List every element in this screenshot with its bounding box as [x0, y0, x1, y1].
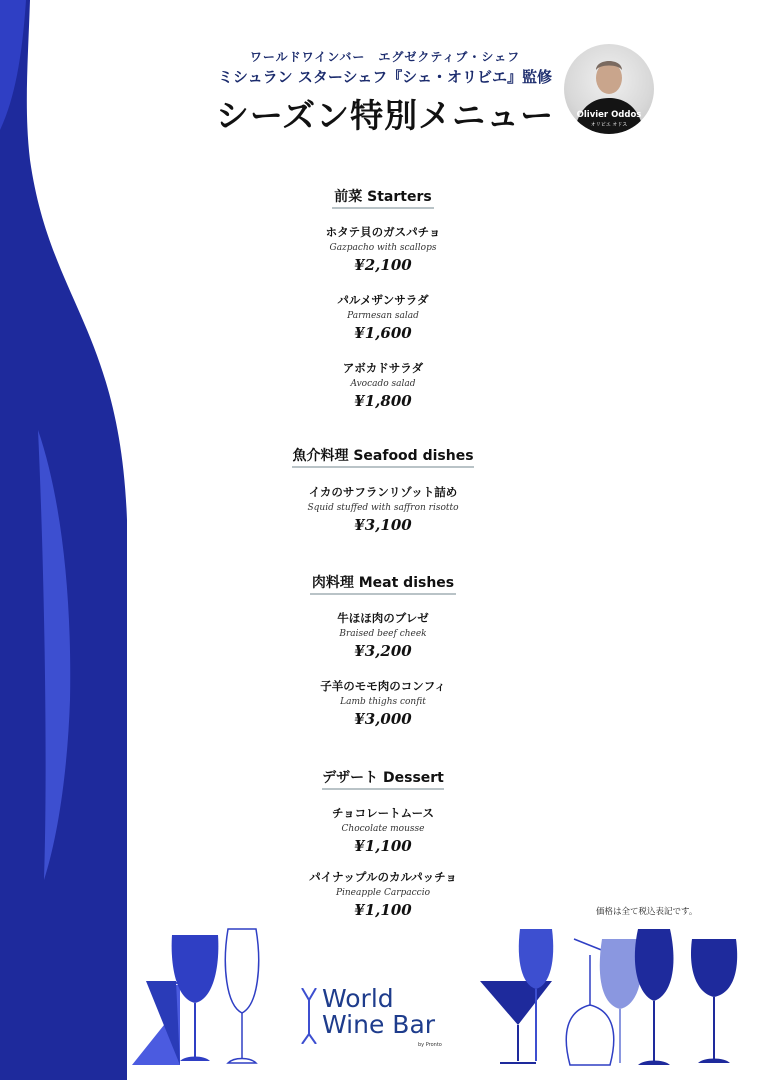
dish-name-ja: イカのサフランリゾット詰め — [308, 485, 458, 499]
dish-name-en: Chocolate mousse — [341, 824, 425, 834]
dish-price: ¥2,100 — [354, 256, 412, 274]
dish-price: ¥1,100 — [354, 837, 412, 855]
dish-name-ja: 子羊のモモ肉のコンフィ — [320, 679, 446, 693]
section-title-dessert: デザート Dessert — [322, 770, 444, 786]
dish-name-ja: 牛ほほ肉のブレゼ — [337, 611, 429, 625]
section-title-meat: 肉料理 Meat dishes — [311, 575, 455, 591]
dish-name-en: Braised beef cheek — [339, 629, 427, 639]
dish-price: ¥3,200 — [354, 642, 412, 660]
dish-name-en: Squid stuffed with saffron risotto — [307, 503, 459, 513]
chef-avatar — [564, 44, 654, 134]
dish-name-ja: パルメザンサラダ — [337, 293, 429, 307]
menu-item — [230, 805, 536, 855]
logo-text-line1: World — [322, 984, 394, 1013]
section-rule — [332, 207, 434, 209]
logo-byline: by Pronto — [418, 1042, 442, 1048]
dish-price: ¥3,100 — [354, 516, 412, 534]
dish-name-en: Pineapple Carpaccio — [335, 888, 431, 898]
wine-glasses-left-illustration — [128, 925, 278, 1070]
wine-bottle-illustration — [0, 0, 140, 1080]
tax-note: 価格は全て税込表記です。 — [596, 907, 698, 917]
dish-name-en: Lamb thighs confit — [340, 697, 426, 707]
header-subtitle-2: ミシュラン スターシェフ『シェ・オリビエ』監修 — [217, 68, 553, 86]
dish-name-ja: パイナップルのカルパッチョ — [309, 870, 457, 884]
chef-name-kana: オリビエ オドス — [590, 122, 628, 128]
menu-item — [230, 869, 536, 919]
dish-name-ja: アボカドサラダ — [342, 361, 424, 375]
dish-price: ¥1,100 — [354, 901, 412, 919]
section-rule — [310, 593, 456, 595]
chef-name: Olivier Oddos — [576, 110, 642, 120]
wine-glasses-right-illustration — [478, 925, 748, 1070]
dish-name-ja: チョコレートムース — [331, 806, 434, 820]
section-rule — [292, 466, 474, 468]
menu-item — [230, 224, 536, 274]
menu-item — [230, 610, 536, 660]
dish-name-en: Gazpacho with scallops — [329, 243, 437, 253]
dish-price: ¥1,600 — [354, 324, 412, 342]
dish-price: ¥1,800 — [354, 392, 412, 410]
menu-item — [230, 678, 536, 728]
logo-text-line2: Wine Bar — [322, 1010, 436, 1039]
section-rule — [322, 788, 444, 790]
dish-name-ja: ホタテ貝のガスパチョ — [325, 225, 441, 239]
menu-item — [230, 292, 536, 342]
header-subtitle-1: ワールドワインバー エグゼクティブ・シェフ — [249, 50, 521, 64]
section-title-starters: 前菜 Starters — [334, 189, 432, 205]
dish-price: ¥3,000 — [354, 710, 412, 728]
dish-name-en: Parmesan salad — [347, 311, 419, 321]
logo-glass-icon — [300, 988, 318, 1044]
menu-item — [230, 360, 536, 410]
page-title: シーズン特別メニュー — [215, 96, 555, 135]
menu-item — [230, 484, 536, 534]
dish-name-en: Avocado salad — [350, 379, 416, 389]
section-title-seafood: 魚介料理 Seafood dishes — [292, 448, 474, 464]
